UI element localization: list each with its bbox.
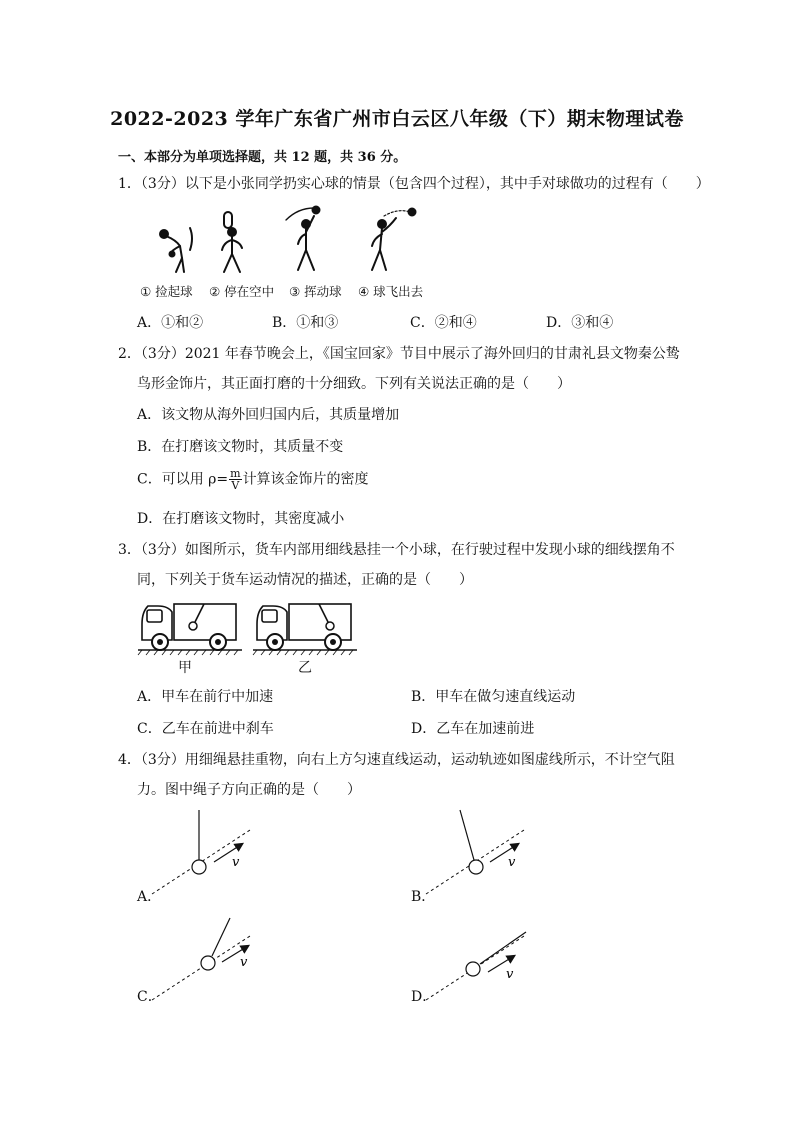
formula-denominator: V — [231, 479, 240, 492]
velocity-label-d: v — [506, 967, 514, 982]
q1-option-d[interactable]: D．③和④ — [546, 315, 614, 331]
q4-option-c[interactable]: C． — [137, 989, 162, 1005]
q1-caption-1: ① 捡起球 — [140, 284, 193, 299]
q3-option-b[interactable]: B．甲车在做匀速直线运动 — [411, 689, 576, 705]
q4-option-a[interactable]: A． — [137, 889, 162, 905]
q4-figure-c — [152, 916, 262, 1006]
q2-option-b[interactable]: B．在打磨该文物时，其质量不变 — [137, 439, 344, 455]
truck-figure-jia — [138, 598, 242, 656]
q1-figure-hold-still — [212, 210, 252, 278]
q3-option-d[interactable]: D．乙车在加速前进 — [411, 721, 535, 737]
truck-label-jia: 甲 — [178, 660, 192, 676]
q1-caption-3: ③ 挥动球 — [289, 284, 342, 299]
q4-figure-d — [426, 916, 536, 1006]
q1-figure-swing — [284, 206, 328, 278]
q1-figure-pick-up — [150, 222, 200, 278]
q1-option-b[interactable]: B．①和③ — [272, 315, 339, 331]
section-heading: 一、本部分为单项选择题，共 12 题，共 36 分。 — [118, 150, 407, 165]
question-1-stem: 1．（3分）以下是小张同学扔实心球的情景（包含四个过程），其中手对球做功的过程有（ ） — [118, 176, 710, 192]
q2-option-c-suffix: 计算该金饰片的密度 — [242, 471, 369, 488]
question-2-stem-line1: 2．（3分）2021 年春节晚会上，《国宝回家》节目中展示了海外回归的甘肃礼县文物秦公鸷 — [118, 346, 680, 362]
question-2-stem-line2: 鸟形金饰片，其正面打磨的十分细致。下列有关说法正确的是（ ） — [137, 376, 571, 392]
q4-figure-a — [152, 810, 262, 900]
q1-figure-throw — [360, 206, 420, 278]
density-formula — [229, 468, 241, 491]
q1-caption-4: ④ 球飞出去 — [358, 284, 424, 299]
q1-option-c[interactable]: C．②和④ — [410, 315, 477, 331]
q1-option-a[interactable]: A．①和② — [137, 315, 204, 331]
question-3-stem-line1: 3．（3分）如图所示，货车内部用细线悬挂一个小球，在行驶过程中发现小球的细线摆角不 — [118, 542, 675, 558]
q2-option-c[interactable] — [137, 468, 369, 491]
velocity-label-a: v — [232, 855, 240, 870]
q2-option-d[interactable]: D．在打磨该文物时，其密度减小 — [137, 511, 345, 527]
question-3-stem-line2: 同，下列关于货车运动情况的描述，正确的是（ ） — [137, 572, 473, 588]
q3-option-a[interactable]: A．甲车在前行中加速 — [137, 689, 274, 705]
q1-caption-2: ② 停在空中 — [209, 284, 275, 299]
truck-figure-yi — [253, 598, 357, 656]
truck-label-yi: 乙 — [298, 660, 312, 676]
q2-option-a[interactable]: A．该文物从海外回归国内后，其质量增加 — [137, 407, 400, 423]
velocity-label-c: v — [240, 955, 248, 970]
question-4-stem-line2: 力。图中绳子方向正确的是（ ） — [137, 782, 361, 798]
q4-option-b[interactable]: B． — [411, 889, 436, 905]
q2-option-c-prefix: C．可以用 ρ= — [137, 471, 229, 488]
question-4-stem-line1: 4．（3分）用细绳悬挂重物，向右上方匀速直线运动，运动轨迹如图虚线所示，不计空气阻 — [118, 752, 675, 768]
formula-numerator: m — [230, 467, 241, 480]
q4-option-d[interactable]: D． — [411, 989, 437, 1005]
exam-title: 2022-2023 学年广东省广州市白云区八年级（下）期末物理试卷 — [110, 108, 684, 130]
q4-figure-b — [426, 810, 536, 900]
velocity-label-b: v — [508, 855, 516, 870]
q3-option-c[interactable]: C．乙车在前进中刹车 — [137, 721, 274, 737]
